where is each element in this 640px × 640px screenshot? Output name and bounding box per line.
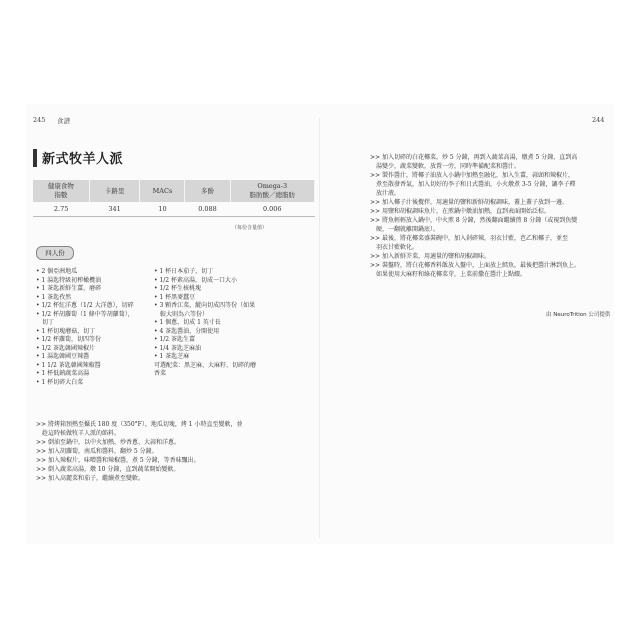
ingredient-item: • 3 顆香江菜，縱向切成四等份（如果 [154, 302, 256, 309]
right-page-number: 244 [592, 116, 605, 124]
step-line: >> 加入切碎的白花椰菜，炒 5 分鐘，再到入蔬菜高湯，燉煮 5 分鐘，直到高 [370, 154, 578, 161]
table-cell: 10 [140, 202, 185, 217]
ingredient-item: • 1/2 杯胡蘿蔔（1 條中等胡蘿蔔）， [36, 310, 134, 318]
step-line: >> 加入胡蘿蔔，南瓜和醬料，翻炒 5 分鐘。 [36, 448, 158, 455]
ingredient-item: • 1 杯切碎大白菜 [36, 378, 84, 386]
nutrition-table-header [33, 180, 315, 202]
step-line: 硬，一翻就離開鍋底）。 [370, 226, 440, 233]
step-line: 趁這時候做牧羊人派的餡料。 [36, 430, 121, 437]
ingredients-column-1 [36, 268, 134, 387]
left-page-header: 食譜 [57, 117, 70, 125]
header-line: 脂肪酸／總脂肪 [249, 191, 295, 199]
ingredient-item: • 1 個蔥，切成 1 英寸長 [154, 319, 221, 326]
ingredient-item: • 1/4 茶匙芝麻油 [154, 344, 202, 352]
ingredient-item: 香菜 [154, 370, 167, 377]
header-line: 健康食物 [47, 182, 74, 190]
ingredient-item: • 1 茶匙新鮮生薑，磨碎 [36, 285, 102, 292]
recipe-title-block [33, 148, 123, 167]
ingredient-item: • 4 茶匙醬油，分開使用 [154, 327, 220, 335]
step-line: >> 加入高麗菜和茄子，繼續煮至變軟。 [36, 475, 144, 482]
step-line: >> 加入新鮮芥菜，用適量的鹽和胡椒調味。 [370, 253, 490, 260]
ingredient-item: • 1 1/2 茶匙韓國辣椒醬 [36, 361, 101, 369]
step-line: >> 製作醬汁，將椰子油放入小鍋中加熱至融化，加入生薑，蒜頭和辣椒片， [370, 172, 574, 179]
step-line: 羽衣甘藍軟化。 [370, 244, 419, 251]
ingredient-item: • 1 杯切塊蘑菇，切丁 [36, 327, 96, 335]
header-line: Omega-3 [257, 182, 288, 190]
ingredient-item: 較大則為六等份） [154, 310, 209, 318]
header-line: 卡路里 [104, 186, 125, 195]
header-line: 指數 [54, 191, 68, 199]
ingredient-item: • 1 茶匙芝麻 [154, 353, 190, 360]
step-line: >> 加入椰子汁後攪拌，用適量的鹽和新鮮胡椒調味，蓋上蓋子放到一邊。 [370, 199, 568, 206]
step-line: >> 將魚輕輕放入鍋中，中火煎 8 分鐘，然後翻面繼續煎 8 分鐘（或視到魚變 [370, 217, 578, 224]
header-calories [89, 180, 140, 202]
step-line: >> 裝盤時，將白花椰香料飯放入盤中，上面放上鱈魚，最後把醬汁淋到魚上。 [370, 262, 580, 269]
ingredient-item: • 1/2 茶匙生薑 [154, 336, 196, 343]
step-line: 湯變少，蔬菜變軟，放置一旁，同時準備配菜和醬汁。 [370, 163, 521, 170]
header-omega3 [230, 180, 314, 202]
ingredient-item: • 1/2 杯紅洋蔥（1/2 大洋蔥），切碎 [36, 302, 134, 309]
ingredient-item: • 1/2 杯素高湯，切成一口大小 [154, 276, 238, 284]
ingredient-item: • 2 個亞洲地瓜 [36, 268, 78, 275]
ingredient-item: • 1 杯低鈉蔬菜高湯 [36, 370, 90, 377]
left-page-number: 245 [33, 116, 46, 124]
step-line: >> 最後，將花椰菜盛裝碗中，加入剁碎辣，羽衣甘藍，芭乙和椰子，並至 [370, 235, 568, 242]
ingredient-item: 可選配菜：黑芝麻、大麻籽、切碎的蘑 [154, 361, 257, 369]
table-note: （每份含量值） [232, 225, 268, 231]
ingredient-item: • 1/2 杯生核桃塊 [154, 285, 202, 292]
header-line: MACs [152, 186, 173, 195]
ingredient-item: • 1 杯日本茄子，切丁 [154, 268, 214, 275]
table-cell: 341 [89, 202, 140, 217]
title-accent-bar [33, 149, 37, 167]
table-cell: 0.006 [230, 202, 314, 217]
ingredient-item: • 1/2 杯蘿蔔，切四等份 [36, 336, 102, 343]
step-line: 如果使用大麻籽和綠花椰菜芽，上菜前撒在醬汁上點綴。 [370, 271, 527, 278]
step-line: >> 將烤箱預熱至攝氏 180 度（350°F），地瓜切塊，烤 1 小時直至變軟，並 [36, 421, 243, 428]
step-line: >> 倒入蔬菜高湯，燉 10 分鐘，直到蔬菜開始變軟。 [36, 466, 180, 473]
step-line: 煮至散發香氣，加入切好的李子和日式醬油，小火燉煮 3-5 分鐘，讓李子釋 [370, 181, 576, 188]
serving-badge: 四人份 [36, 246, 74, 260]
step-line: >> 倒油至鍋中，以中火加熱，炒香蔥、大蒜和洋蔥。 [36, 439, 180, 446]
recipe-title: 新式牧羊人派 [42, 152, 124, 167]
ingredient-item: • 1 茶匙孜然 [36, 293, 72, 301]
ingredient-item: • 1 杯黑麥蠶豆 [154, 293, 196, 301]
ingredient-item: • 1 湯匙特級初榨橄欖油 [36, 276, 102, 284]
table-cell: 2.75 [33, 202, 89, 217]
nutrition-table [33, 180, 315, 217]
page-gutter [319, 118, 320, 538]
ingredient-item: 切丁 [36, 319, 55, 326]
ingredients-column-2 [154, 268, 256, 379]
credit-line: 由 NeuroTrition 公司提供 [546, 312, 611, 318]
header-polyphenols [185, 180, 230, 202]
header-health-food-index [33, 180, 89, 202]
left-steps [36, 420, 242, 483]
step-line: >> 用鹽和胡椒調味魚片，在煎鍋中燉油加熱，直到表面開始泛棕。 [370, 208, 550, 215]
header-macs [140, 180, 185, 202]
header-line: 多酚 [201, 186, 214, 195]
table-row [33, 202, 315, 217]
table-cell: 0.088 [185, 202, 230, 217]
ingredient-item: • 1/2 茶匙韓國辣椒片 [36, 344, 96, 352]
ingredient-item: • 1 湯匙韓國豆辣醬 [36, 353, 90, 360]
step-line: 放汁液。 [370, 190, 401, 197]
right-steps [370, 153, 580, 279]
step-line: >> 加入辣椒片，味噌醬和辣椒醬，煮 5 分鐘，等香味飄出。 [36, 457, 200, 464]
